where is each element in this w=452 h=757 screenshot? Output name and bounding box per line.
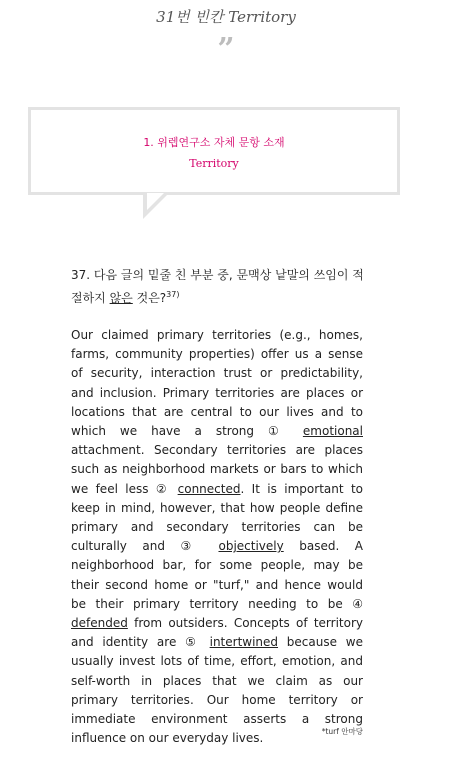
passage-part2: attachment. Secondary territories are places such as neighborhood markets or bars to which we feel less ② <box>71 443 363 496</box>
callout-box <box>28 107 400 195</box>
footnote: *turf 안마당 <box>321 727 363 736</box>
passage-text <box>71 326 363 748</box>
passage-part6: because we usually invest lots of time, effort, emotion, and self-worth in places that we claim as our primary territories. Our home territory or immediate environment asserts a strong influence on our everyday lives. <box>71 635 363 746</box>
callout-heading: 1. 위렙연구소 자체 문항 소재 <box>143 136 285 149</box>
passage-part4: based. A neighborhood bar, for some people, may be their second home or "turf," and hence would be their primary territory needing to be ④ <box>71 539 363 611</box>
passage-part1: Our claimed primary territories (e.g., homes, farms, community properties) offer us a sense of security, interaction trust or predictability, and inclusion. Primary territories are places or locations that are central to our lives and to which we have a strong ① <box>71 328 363 439</box>
underlined-word-2: connected <box>177 481 241 496</box>
underlined-word-5: intertwined <box>209 635 279 650</box>
passage-part5: from outsiders. Concepts of territory and identity are ⑤ <box>71 616 363 650</box>
passage-part3: . It is important to keep in mind, however, that how people define primary and secondary territories can be culturally and ③ <box>71 481 363 554</box>
question-text <box>71 266 367 308</box>
question-underlined: 않은 <box>109 291 133 305</box>
question-part1: 37. 다음 글의 밑줄 친 부분 중, 문맥상 낱말의 쓰임이 적절하지 <box>71 268 364 305</box>
underlined-word-4: defended <box>71 616 128 631</box>
page-title: 31번 빈칸 Territory <box>156 8 296 26</box>
underlined-word-1: emotional <box>302 424 363 439</box>
callout-subheading: Territory <box>189 157 239 170</box>
underlined-word-3: objectively <box>218 539 284 554</box>
callout-tail-inner <box>147 193 164 210</box>
question-part2: 것은? <box>132 291 167 305</box>
question-footnote-ref: 37) <box>166 290 180 299</box>
quote-mark-icon: ” <box>217 32 235 67</box>
